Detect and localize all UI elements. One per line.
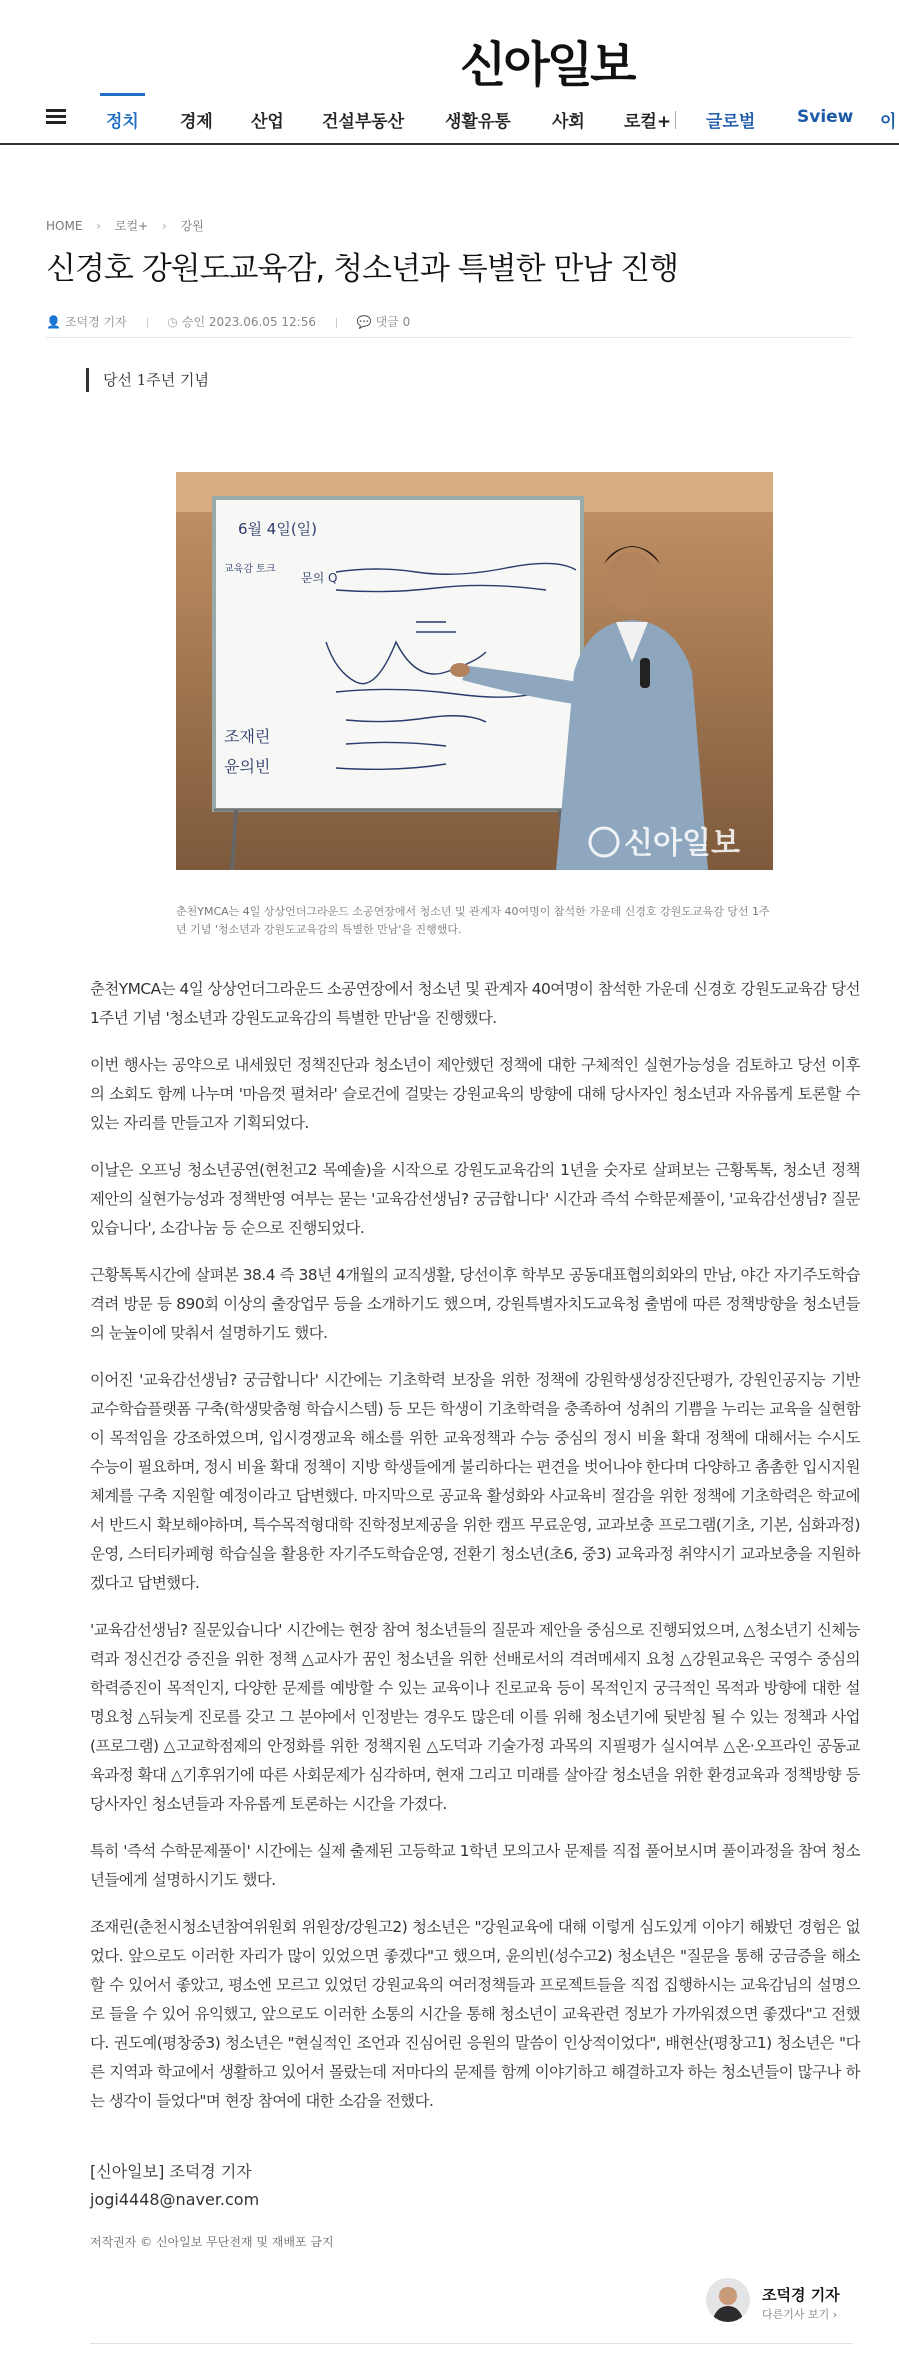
article-paragraph: 이번 행사는 공약으로 내세웠던 정책진단과 청소년이 제안했던 정책에 대한 구체적인 실현가능성을 검토하고 당선 이후의 소회도 함께 나누며 '마음껏 펼쳐라' 슬로건에 걸맞는 강원교육의 방향에 대해 당사자인 청소년과 자유롭게 토론할 수 있는 자리를 만들고자 기획되었다. [90, 1056, 860, 1132]
article-signature [90, 2158, 259, 2214]
board-text-title: 교육감 토크 [224, 564, 276, 575]
nav-item-local[interactable]: 로컬+ [624, 112, 672, 132]
meta-divider [147, 318, 148, 328]
article-approved-date: 승인 2023.06.05 12:56 [181, 315, 316, 329]
copyright-notice: 저작권자 © 신아일보 무단전재 및 재배포 금지 [90, 2235, 334, 2249]
nav-item-politics[interactable]: 정치 [106, 107, 139, 132]
author-more-articles-link[interactable]: 다른기사 보기 › [762, 2308, 838, 2321]
article-paragraph: '교육감선생님? 질문있습니다' 시간에는 현장 참여 청소년들의 질문과 제안을 중심으로 진행되었으며, △청소년기 신체능력과 정신건강 증진을 위한 정책 △교사가 꿈인 청소년을 위한 선배로서의 격려메세지 요청 △강원교육은 국영수 중심의 학력증진이 목적인지, 다양한 문제를 예방할 수 있는 교육이나 진로교육 등이 목적인지 궁극적인 목적과 방향에 대한 설명요청 △뒤늦게 진로를 갖고 그 분야에서 인정받는 경우도 많은데 이를 위해 청소년기에 뒷받침 될 수 있는 정책과 사업(프로그램) △고교학점제의 안정화를 위한 정책지원 △도덕과 기술가정 과목의 지필평가 실시여부 △온·오프라인 공동교육과정 확대 △기후위기에 따른 사회문제가 심각하며, 현재 그리고 미래를 살아갈 청소년을 위한 환경교육과 정책방향 등 당사자인 청소년들과 자유롭게 토론하는 시간을 가졌다. [90, 1621, 860, 1813]
article-paragraph: 조재린(춘천시청소년참여위원회 위원장/강원고2) 청소년은 "강원교육에 대해 이렇게 심도있게 이야기 해봤던 경험은 없었다. 앞으로도 이러한 자리가 많이 있었으면 좋겠다"고 했으며, 윤의빈(성수고2) 청소년은 "질문을 통해 궁금증을 해소할 수 있어서 좋았고, 평소엔 모르고 있었던 강원교육의 여러정책들과 프로젝트들을 직접 집행하시는 교육감님의 설명으로 들을 수 있어 유익했고, 앞으로도 이러한 소통의 시간을 통해 청소년이 교육관련 정보가 가까워졌으면 좋겠다"고 전했다. 권도예(평창중3) 청소년은 "현실적인 조언과 진심어린 응원의 말씀이 인상적이었다", 배현산(평창고1) 청소년은 "다른 지역과 학교에서 생활하고 있어서 몰랐는데 저마다의 문제를 함께 이야기하고 해결하고자 하는 청소년들이 많구나 하는 생각이 들었다"며 현장 참여에 대한 소감을 전했다. [90, 1918, 860, 2110]
article-title: 신경호 강원도교육감, 청소년과 특별한 만남 진행 [46, 251, 679, 287]
nav-item-more[interactable]: 이 [880, 112, 897, 132]
comment-icon: 💬 [356, 315, 372, 329]
nav-item-sview[interactable]: Sview [797, 107, 854, 127]
article-paragraph: 이날은 오프닝 청소년공연(현천고2 목예솔)을 시작으로 강원도교육감의 1년을 숫자로 살펴보는 근황톡톡, 청소년 정책제안의 실현가능성과 정책반영 여부는 묻는 '교육감선생님? 궁금합니다' 시간과 즉석 수학문제풀이, '교육감선생님? 질문있습니다', 소감나눔 등 순으로 진행되었다. [90, 1161, 860, 1237]
article-body [90, 975, 860, 2134]
breadcrumb [46, 217, 214, 234]
header-divider [46, 337, 853, 338]
nav-item-economy[interactable]: 경제 [180, 112, 213, 132]
article-paragraph: 특히 '즉석 수학문제풀이' 시간에는 실제 출제된 고등학교 1학년 모의고사 문제를 직접 풀어보시며 풀이과정을 참여 청소년들에게 설명하시기도 했다. [90, 1842, 860, 1889]
board-text-date: 6월 4일(일) [238, 520, 318, 538]
author-name[interactable]: 조덕경 기자 [762, 2286, 840, 2304]
breadcrumb-local[interactable]: 로컬+ [114, 219, 149, 233]
site-logo-text[interactable]: 신아일보 [460, 37, 634, 93]
photo-watermark: 신아일보 [624, 826, 740, 861]
user-icon: 👤 [46, 315, 61, 329]
nav-item-construction[interactable]: 건설부동산 [322, 112, 405, 132]
comment-count[interactable]: 댓글 0 [375, 315, 411, 329]
clock-icon: ◷ [167, 315, 178, 329]
menu-icon[interactable] [46, 109, 66, 125]
article-paragraph: 춘천YMCA는 4일 상상언더그라운드 소공연장에서 청소년 및 관계자 40여명이 참석한 가운데 신경호 강원도교육감 당선 1주년 기념 '청소년과 강원도교육감의 특별한 만남'을 진행했다. [90, 980, 860, 1027]
avatar[interactable] [706, 2278, 750, 2322]
nav-item-society[interactable]: 사회 [552, 112, 585, 132]
breadcrumb-gangwon[interactable]: 강원 [180, 219, 204, 233]
breadcrumb-home[interactable]: HOME [46, 219, 83, 233]
article-paragraph: 이어진 '교육감선생님? 궁금합니다' 시간에는 기초학력 보장을 위한 정책에 강원학생성장진단평가, 강원인공지능 기반 교수학습플랫폼 구축(학생맞춤형 학습시스템) 등 모든 학생이 기초학력을 충족하여 성취의 기쁨을 누리는 교육을 실현함이 목적임을 강조하였으며, 입시경쟁교육 해소를 위한 교육정책과 수능 중심의 정시 비율 확대 정책에 대해서는 수시도 수능이 필요하며, 정시 비율 확대 정책이 지방 학생들에게 불리하다는 편견을 벗어나야 한다며 다양하고 촘촘한 입시지원체계를 구축 지원할 예정이라고 답변했다. 마지막으로 공교육 활성화와 사교육비 절감을 위한 정책에 기초학력은 학교에서 반드시 확보해야하며, 특수목적형대학 진학정보제공을 위한 캠프 무료운영, 교과보충 프로그램(기초, 기본, 심화과정)운영, 스터티카페형 학습실을 활용한 자기주도학습운영, 전환기 청소년(초6, 중3) 교육과정 취약시기 교과보충을 지원하겠다고 답변했다. [90, 1371, 860, 1592]
site-header [0, 0, 899, 95]
nav-item-global[interactable]: 글로벌 [706, 112, 756, 132]
chevron-right-icon: › [96, 219, 102, 233]
meta-divider [336, 318, 337, 328]
photo-caption: 춘천YMCA는 4일 상상언더그라운드 소공연장에서 청소년 및 관계자 40여명이 참석한 가운데 신경호 강원도교육감 당선 1주년 기념 '청소년과 강원도교육감의 특별한 만남'을 진행했다. [176, 905, 770, 936]
nav-item-retail[interactable]: 생활유통 [445, 112, 511, 132]
board-text-name2: 윤의빈 [224, 757, 271, 776]
board-text-question: 문의 Q [301, 571, 338, 585]
nav-divider [675, 111, 676, 129]
article-meta [46, 313, 426, 330]
footer-divider [90, 2343, 853, 2344]
signature-email[interactable]: jogi4448@naver.com [90, 2190, 260, 2209]
chevron-right-icon: › [161, 219, 167, 233]
article-paragraph: 근황톡톡시간에 살펴본 38.4 즉 38년 4개월의 교직생활, 당선이후 학부모 공동대표협의회와의 만남, 야간 자기주도학습 격려 방문 등 890회 이상의 출장업무 등을 소개하기도 했으며, 강원특별자치도교육청 출범에 따른 정책방향을 청소년들의 눈높이에 맞춰서 설명하기도 했다. [90, 1266, 860, 1342]
author-box [706, 2278, 866, 2328]
main-nav [0, 95, 899, 145]
nav-item-industry[interactable]: 산업 [251, 112, 284, 132]
site-logo[interactable] [460, 26, 633, 95]
signature-byline: [신아일보] 조덕경 기자 [90, 2162, 252, 2181]
article-subtitle: 당선 1주년 기념 [86, 368, 209, 392]
article-photo[interactable] [176, 472, 773, 870]
article-author[interactable]: 조덕경 기자 [64, 315, 127, 329]
board-text-name1: 조재린 [224, 727, 271, 746]
